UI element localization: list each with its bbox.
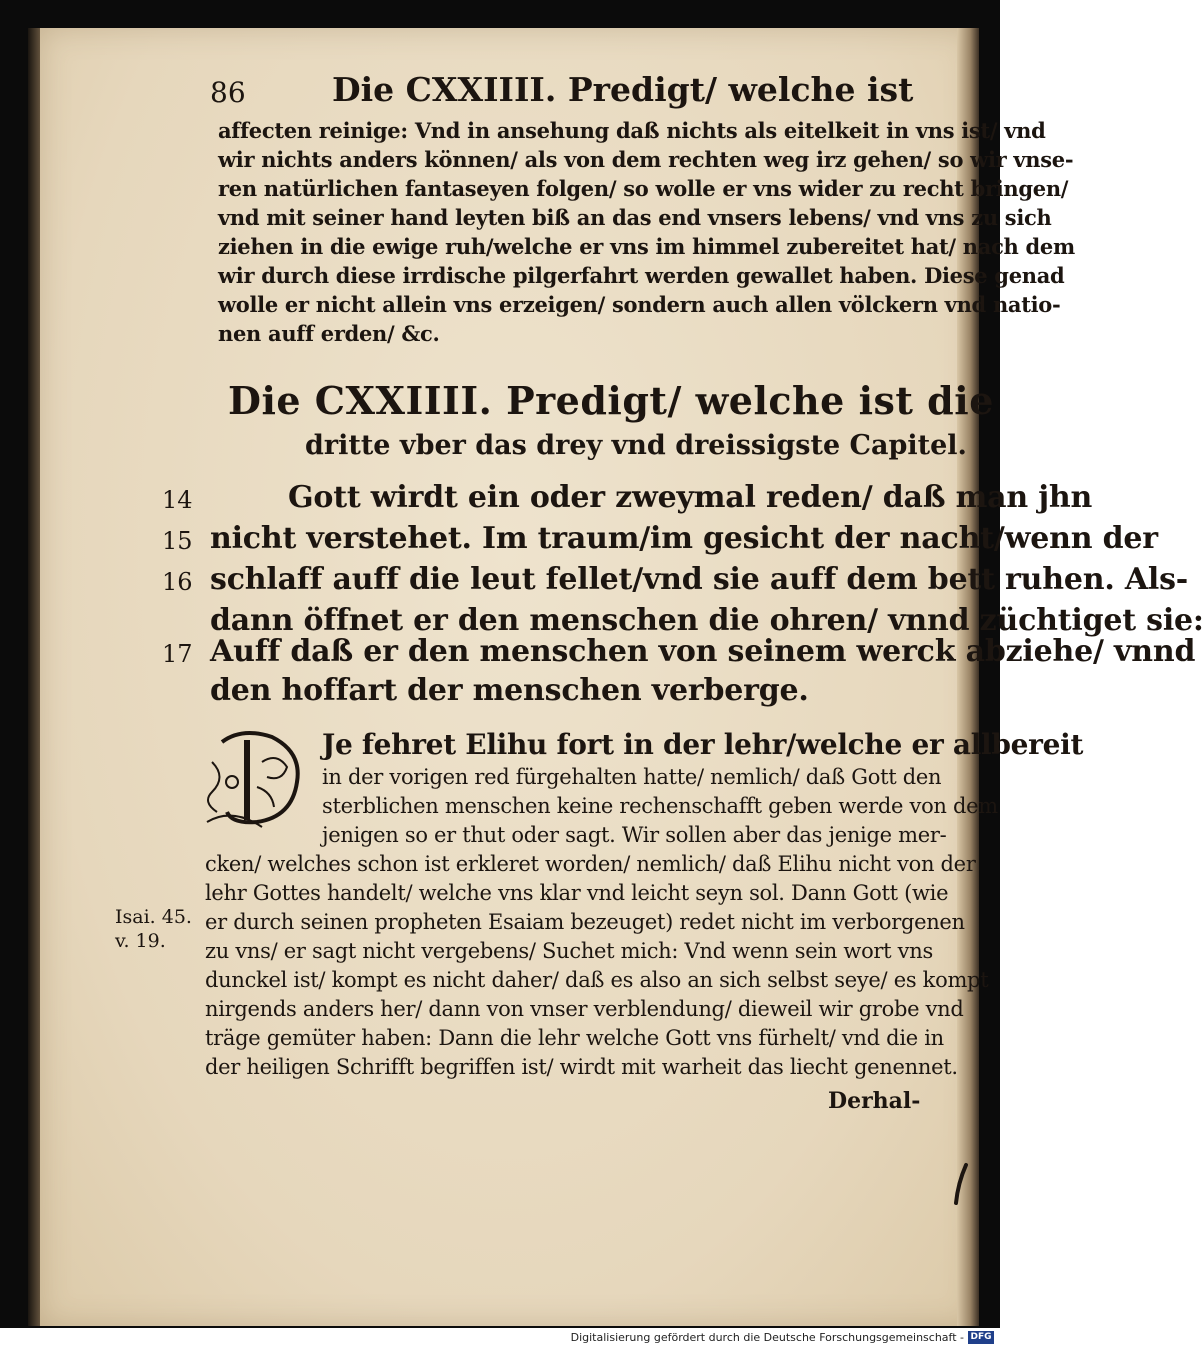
- sermon-subtitle: dritte vber das drey vnd dreissigste Capitel.: [305, 430, 967, 461]
- text-line: ren natürlichen fantaseyen folgen/ so wolle er vns wider zu recht bringen/: [218, 176, 1069, 201]
- ink-mark: [952, 1163, 970, 1205]
- page-number: 86: [210, 76, 246, 109]
- text-line: wir nichts anders können/ als von dem rechten weg irz gehen/ so wir vnse-: [218, 147, 1074, 172]
- text-line: nirgends anders her/ dann von vnser verblendung/ dieweil wir grobe vnd: [205, 997, 964, 1021]
- verse-line: Gott wirdt ein oder zweymal reden/ daß man jhn: [288, 480, 1093, 515]
- verse-number: 14: [162, 486, 193, 514]
- verse-line: Auff daß er den menschen von seinem werck abziehe/ vnnd: [210, 634, 1196, 669]
- book-page: [40, 28, 1204, 1326]
- catchword: Derhal-: [828, 1088, 921, 1114]
- text-line: lehr Gottes handelt/ welche vns klar vnd leicht seyn sol. Dann Gott (wie: [205, 881, 949, 905]
- verse-number: 15: [162, 527, 193, 555]
- footer-credit: Digitalisierung gefördert durch die Deutsche Forschungsgemeinschaft -: [570, 1331, 964, 1344]
- text-line: sterblichen menschen keine rechenschafft geben werde von dem: [322, 794, 998, 818]
- verse-number: 16: [162, 568, 193, 596]
- verse-line: den hoffart der menschen verberge.: [210, 673, 809, 708]
- text-line: nen auff erden/ &c.: [218, 321, 440, 346]
- footer-bar: [0, 1328, 1000, 1348]
- text-line: jenigen so er thut oder sagt. Wir sollen aber das jenige mer-: [322, 823, 947, 847]
- verse-line: schlaff auff die leut fellet/vnd sie auff dem bett ruhen. Als-: [210, 562, 1189, 597]
- verse-line: dann öffnet er den menschen die ohren/ vnnd züchtiget sie:: [210, 603, 1204, 638]
- margin-note: v. 19.: [115, 930, 166, 952]
- text-line: Je fehret Elihu fort in der lehr/welche er allbereit: [322, 728, 1084, 761]
- text-line: wolle er nicht allein vns erzeigen/ sondern auch allen völckern vnd natio-: [218, 292, 1061, 317]
- text-line: dunckel ist/ kompt es nicht daher/ daß es also an sich selbst seye/ es kompt: [205, 968, 989, 992]
- verse-line: nicht verstehet. Im traum/im gesicht der nacht/wenn der: [210, 521, 1158, 556]
- text-line: affecten reinige: Vnd in ansehung daß nichts als eitelkeit in vns ist/ vnd: [218, 118, 1046, 143]
- text-line: in der vorigen red fürgehalten hatte/ nemlich/ daß Gott den: [322, 765, 942, 789]
- running-head: Die CXXIIII. Predigt/ welche ist: [332, 70, 914, 109]
- text-line: der heiligen Schrifft begriffen ist/ wirdt mit warheit das liecht genennet.: [205, 1055, 958, 1079]
- ornamental-initial: [202, 722, 322, 832]
- margin-note: Isai. 45.: [115, 906, 192, 928]
- text-line: er durch seinen propheten Esaiam bezeuget) redet nicht im verborgenen: [205, 910, 965, 934]
- dfg-logo: DFG: [968, 1331, 994, 1344]
- verse-number: 17: [162, 640, 193, 668]
- sermon-title: Die CXXIIII. Predigt/ welche ist die: [228, 378, 994, 423]
- text-line: wir durch diese irrdische pilgerfahrt werden gewallet haben. Diese genad: [218, 263, 1065, 288]
- text-line: zu vns/ er sagt nicht vergebens/ Suchet mich: Vnd wenn sein wort vns: [205, 939, 933, 963]
- text-line: cken/ welches schon ist erkleret worden/ nemlich/ daß Elihu nicht von der: [205, 852, 976, 876]
- text-line: vnd mit seiner hand leyten biß an das end vnsers lebens/ vnd vns zu sich: [218, 205, 1052, 230]
- text-line: ziehen in die ewige ruh/welche er vns im himmel zubereitet hat/ nach dem: [218, 234, 1075, 259]
- text-line: träge gemüter haben: Dann die lehr welche Gott vns fürhelt/ vnd die in: [205, 1026, 944, 1050]
